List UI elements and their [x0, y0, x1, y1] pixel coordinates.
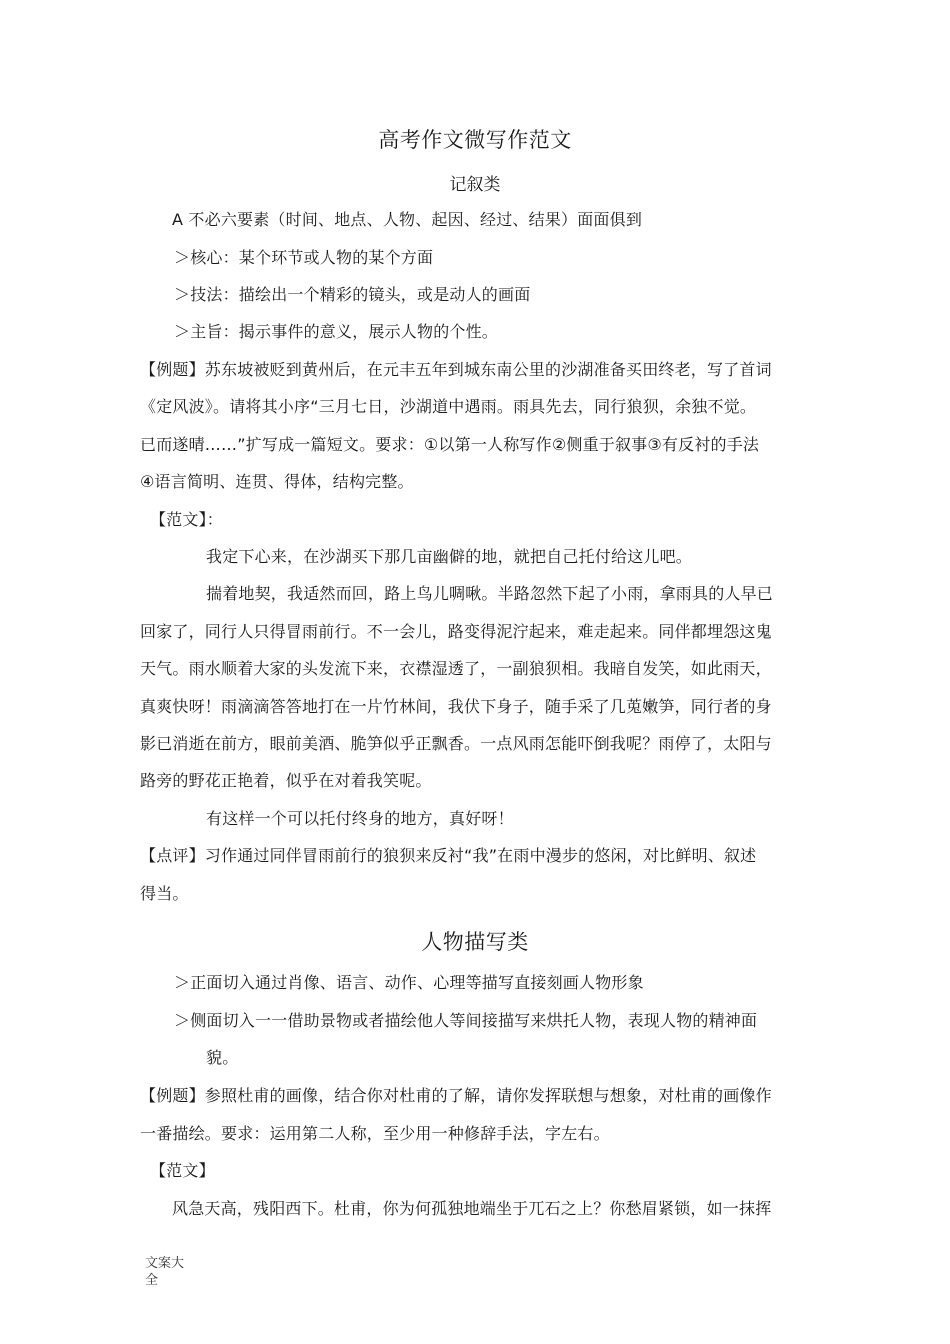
narrative-model-line: 真爽快呀！雨滴滴答答地打在一片竹林间，我伏下身子，随手采了几莵嫩笋，同行者的身 [140, 697, 772, 716]
narrative-model-line: 回家了，同行人只得冒雨前行。不一会儿，路变得泥泞起来，难走起来。同伴都埋怨这鬼 [140, 622, 772, 641]
narrative-comment-line: 【点评】习作通过同伴冒雨前行的狼狈来反衬“我”在雨中漫步的悠闲，对比鲜明、叙述 [140, 846, 757, 865]
narrative-example-line: 【例题】苏东坡被贬到黄州后，在元丰五年到城东南公里的沙湖准备买田终老，写了首词 [140, 360, 772, 379]
section-heading-character: 人物描写类 [421, 930, 529, 954]
narrative-example-line: ④语言简明、连贯、得体，结构完整。 [140, 472, 414, 491]
narrative-example-line: 已而遂晴……”扩写成一篇短文。要求：①以第一人称写作②侧重于叙事③有反衬的手法 [140, 435, 760, 454]
page-footer: 文案大全 [145, 1256, 185, 1288]
narrative-point: A 不必六要素（时间、地点、人物、起因、经过、结果）面面俱到 [172, 210, 643, 229]
character-point: ＞正面切入通过肖像、语言、动作、心理等描写直接刻画人物形象 [174, 973, 644, 992]
document-title: 高考作文微写作范文 [378, 128, 572, 152]
narrative-example-line: 《定风波》。请将其小序“三月七日，沙湖道中遇雨。雨具先去，同行狼狈，余独不觉。 [140, 397, 757, 416]
character-model-line: 风急天高，残阳西下。杜甫，你为何孤独地端坐于兀石之上？你愁眉紧锁，如一抹挥 [172, 1199, 772, 1218]
narrative-point: ＞核心：某个环节或人物的某个方面 [174, 248, 434, 267]
narrative-point: ＞技法：描绘出一个精彩的镜头，或是动人的画面 [174, 285, 531, 304]
narrative-model-line: 揣着地契，我适然而回，路上鸟儿啁啾。半路忽然下起了小雨，拿雨具的人早已 [206, 584, 774, 603]
character-example-line: 一番描绘。要求：运用第二人称，至少用一种修辞手法，字左右。 [140, 1124, 610, 1143]
section-heading-narrative: 记叙类 [449, 175, 501, 195]
character-example-line: 【例题】参照杜甫的画像，结合你对杜甫的了解，请你发挥联想与想象，对杜甫的画像作 [140, 1086, 772, 1105]
character-model-label: 【范文】 [150, 1161, 215, 1180]
narrative-model-line: 路旁的野花正艳着，似乎在对着我笑呢。 [140, 771, 432, 790]
narrative-model-label: 【范文】： [150, 510, 224, 529]
narrative-point: ＞主旨：揭示事件的意义，展示人物的个性。 [174, 322, 499, 341]
character-point: 貌。 [206, 1048, 239, 1067]
narrative-model-line: 有这样一个可以托付终身的地方，真好呀！ [206, 809, 514, 828]
narrative-model-line: 我定下心来，在沙湖买下那几亩幽僻的地，就把自己托付给这儿吧。 [206, 547, 693, 566]
narrative-model-line: 天气。雨水顺着大家的头发流下来，衣襟湿透了，一副狼狈相。我暗自发笑，如此雨天， [140, 659, 772, 678]
narrative-model-line: 影已消逝在前方，眼前美酒、脆笋似乎正飘香。一点风雨怎能吓倒我呢？雨停了，太阳与 [140, 734, 772, 753]
narrative-comment-line: 得当。 [140, 884, 189, 903]
character-point: ＞侧面切入一一借助景物或者描绘他人等间接描写来烘托人物，表现人物的精神面 [174, 1011, 758, 1030]
